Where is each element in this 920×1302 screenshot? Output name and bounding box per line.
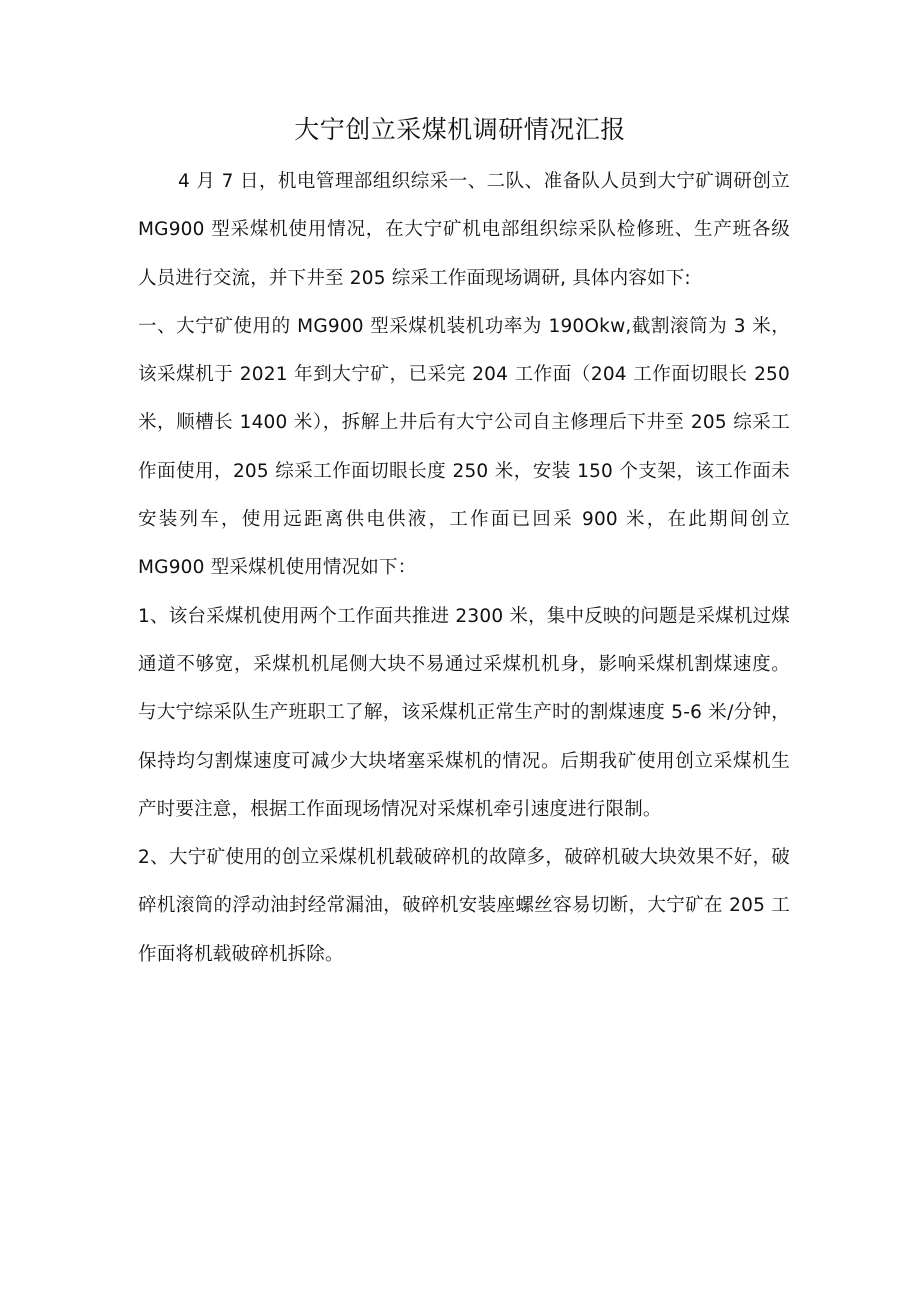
paragraph-section-one: 一、大宁矿使用的 MG900 型采煤机装机功率为 190Okw,截割滚筒为 3 米，该采煤机于 2021 年到大宁矿，已采完 204 工作面（204 工作面切眼长 250 米，顺槽长 1400 米），拆解上井后有大宁公司自主修理后下井至 205 综采工作面使用，205 综采工作面切眼长度 250 米，安装 150 个支架，该工作面未安装列车，使用远距离供电供液，工作面已回采 900 米，在此期间创立 MG900 型采煤机使用情况如下： [138,315,790,579]
paragraph-item-one: 1、该台采煤机使用两个工作面共推进 2300 米，集中反映的问题是采煤机过煤通道不够宽，采煤机机尾侧大块不易通过采煤机机身，影响采煤机割煤速度。与大宁综采队生产班职工了解，该采煤机正常生产时的割煤速度 5-6 米/分钟，保持均匀割煤速度可减少大块堵塞采煤机的情况。后期我矿使用创立采煤机生产时要注意，根据工作面现场情况对采煤机牵引速度进行限制。 [138,605,790,820]
document-title: 大宁创立采煤机调研情况汇报 [294,115,626,144]
paragraph-intro: 4 月 7 日，机电管理部组织综采一、二队、准备队人员到大宁矿调研创立 MG900 型采煤机使用情况，在大宁矿机电部组织综采队检修班、生产班各级人员进行交流，并下井至 205 综采工作面现场调研, 具体内容如下: [138,171,790,289]
document-body [138,158,790,979]
paragraph-item-two: 2、大宁矿使用的创立采煤机机载破碎机的故障多，破碎机破大块效果不好，破碎机滚筒的浮动油封经常漏油，破碎机安装座螺丝容易切断，大宁矿在 205 工作面将机载破碎机拆除。 [138,847,790,965]
